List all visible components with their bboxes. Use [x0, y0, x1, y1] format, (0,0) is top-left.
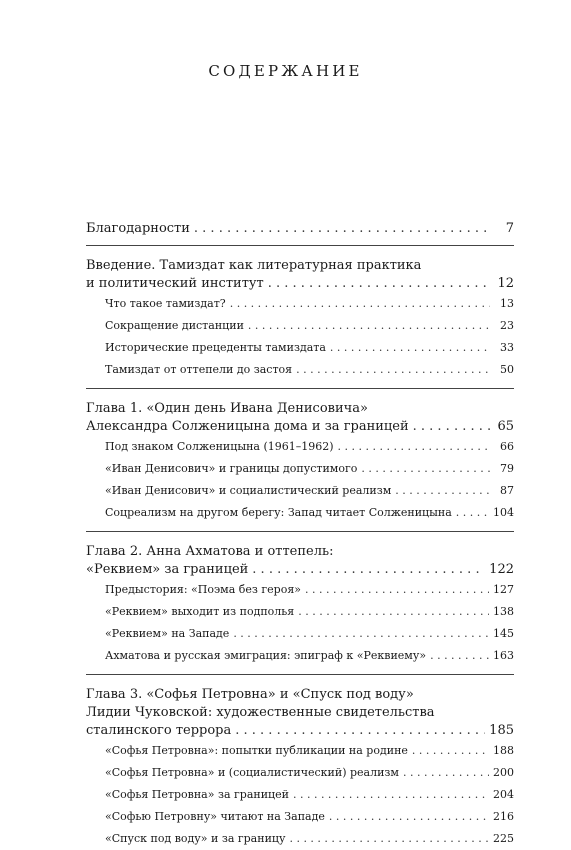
toc-heading-line: Глава 3. «Софья Петровна» и «Спуск под воду»	[86, 687, 414, 702]
toc-subentry-page: 50	[500, 363, 514, 376]
toc-subentry-title: «Софью Петровну» читают на Западе	[105, 810, 325, 823]
toc-subentry-page: 23	[500, 319, 514, 332]
toc-entry-page: 185	[489, 723, 514, 738]
toc-entry-page: 12	[497, 276, 514, 291]
table-of-contents	[86, 220, 514, 850]
leader-dots	[413, 418, 490, 436]
leader-dots	[194, 220, 490, 238]
toc-subentry[interactable]	[86, 784, 514, 806]
toc-subentry-title: «Софья Петровна» за границей	[105, 788, 289, 801]
toc-section-intro	[86, 257, 514, 381]
leader-dots	[289, 828, 489, 850]
toc-entry-title: «Реквием» за границей	[86, 562, 249, 577]
toc-subentry[interactable]	[86, 293, 514, 315]
toc-subentry-title: Предыстория: «Поэма без героя»	[105, 583, 302, 596]
leader-dots	[329, 806, 489, 828]
leader-dots	[456, 502, 489, 524]
toc-entry-title: и политический институт	[86, 276, 264, 291]
toc-subentry[interactable]	[86, 623, 514, 645]
toc-entry[interactable]	[86, 418, 514, 436]
toc-subentry-title: Что такое тамиздат?	[105, 297, 226, 310]
toc-subentry-title: «Софья Петровна»: попытки публикации на родине	[105, 744, 408, 757]
toc-subentry-page: 138	[493, 605, 514, 618]
toc-subentry[interactable]	[86, 458, 514, 480]
leader-dots	[248, 315, 490, 337]
toc-subentry[interactable]	[86, 740, 514, 762]
toc-subentry[interactable]	[86, 315, 514, 337]
toc-subentry-title: Под знаком Солженицына (1961–1962)	[105, 440, 334, 453]
toc-section-chapter-2	[86, 543, 514, 667]
toc-subentry-title: Исторические прецеденты тамиздата	[105, 341, 326, 354]
toc-subentry-title: «Софья Петровна» и (социалистический) реализм	[105, 766, 399, 779]
toc-subentry-page: 216	[493, 810, 514, 823]
toc-subentry[interactable]	[86, 480, 514, 502]
toc-subentry-page: 33	[500, 341, 514, 354]
section-divider	[86, 531, 514, 532]
toc-subentry[interactable]	[86, 645, 514, 667]
toc-subentry-page: 87	[500, 484, 514, 497]
toc-subentry[interactable]	[86, 601, 514, 623]
toc-subentry-page: 127	[493, 583, 514, 596]
toc-section-acknowledgements	[86, 220, 514, 238]
leader-dots	[338, 436, 490, 458]
toc-subentry-title: «Реквием» выходит из подполья	[105, 605, 295, 618]
toc-subentry-page: 79	[500, 462, 514, 475]
toc-subentry-title: Ахматова и русская эмиграция: эпиграф к «Реквиему»	[105, 649, 427, 662]
toc-subentry-title: «Реквием» на Западе	[105, 627, 230, 640]
toc-heading-line: Лидии Чуковской: художественные свидетельства	[86, 705, 435, 720]
toc-entry[interactable]	[86, 220, 514, 238]
leader-dots	[403, 762, 489, 784]
leader-dots	[412, 740, 489, 762]
toc-entry[interactable]	[86, 722, 514, 740]
leader-dots	[305, 579, 489, 601]
leader-dots	[430, 645, 489, 667]
leader-dots	[293, 784, 489, 806]
toc-heading-line: Введение. Тамиздат как литературная практика	[86, 258, 422, 273]
toc-entry-title: Благодарности	[86, 221, 190, 236]
toc-entry-page: 65	[497, 419, 514, 434]
toc-entry-page: 7	[505, 221, 514, 236]
toc-subentry-page: 225	[493, 832, 514, 845]
toc-subentry-page: 204	[493, 788, 514, 801]
toc-subentry-title: Тамиздат от оттепели до застоя	[105, 363, 293, 376]
toc-subentry[interactable]	[86, 359, 514, 381]
section-divider	[86, 245, 514, 246]
toc-subentry[interactable]	[86, 762, 514, 784]
toc-heading-line: Глава 2. Анна Ахматова и оттепель:	[86, 544, 334, 559]
toc-subentry[interactable]	[86, 502, 514, 524]
toc-subentry-page: 13	[500, 297, 514, 310]
leader-dots	[395, 480, 490, 502]
leader-dots	[298, 601, 489, 623]
leader-dots	[296, 359, 490, 381]
toc-subentry[interactable]	[86, 828, 514, 850]
leader-dots	[361, 458, 490, 480]
toc-entry[interactable]	[86, 561, 514, 579]
toc-subentry-title: Сокращение дистанции	[105, 319, 244, 332]
leader-dots	[230, 293, 490, 315]
page-title: СОДЕРЖАНИЕ	[208, 62, 363, 80]
toc-subentry-page: 163	[493, 649, 514, 662]
leader-dots	[268, 275, 490, 293]
toc-subentry[interactable]	[86, 579, 514, 601]
toc-subentry[interactable]	[86, 806, 514, 828]
toc-subentry-page: 200	[493, 766, 514, 779]
toc-subentry-title: «Спуск под воду» и за границу	[105, 832, 286, 845]
toc-subentry-title: Соцреализм на другом берегу: Запад читает Солженицына	[105, 506, 452, 519]
toc-entry[interactable]	[86, 275, 514, 293]
leader-dots	[235, 722, 485, 740]
toc-section-chapter-1	[86, 400, 514, 524]
toc-subentry-page: 188	[493, 744, 514, 757]
toc-section-chapter-3	[86, 686, 514, 850]
leader-dots	[252, 561, 485, 579]
toc-subentry-page: 104	[493, 506, 514, 519]
toc-entry-title: сталинского террора	[86, 723, 232, 738]
toc-subentry-page: 66	[500, 440, 514, 453]
toc-subentry[interactable]	[86, 337, 514, 359]
toc-entry-page: 122	[489, 562, 514, 577]
toc-subentry-title: «Иван Денисович» и социалистический реализм	[105, 484, 392, 497]
section-divider	[86, 674, 514, 675]
toc-subentry-page: 145	[493, 627, 514, 640]
toc-heading-line: Глава 1. «Один день Ивана Денисовича»	[86, 401, 368, 416]
leader-dots	[330, 337, 490, 359]
toc-subentry[interactable]	[86, 436, 514, 458]
toc-entry-title: Александра Солженицына дома и за границей	[86, 419, 409, 434]
toc-subentry-title: «Иван Денисович» и границы допустимого	[105, 462, 358, 475]
leader-dots	[233, 623, 489, 645]
section-divider	[86, 388, 514, 389]
